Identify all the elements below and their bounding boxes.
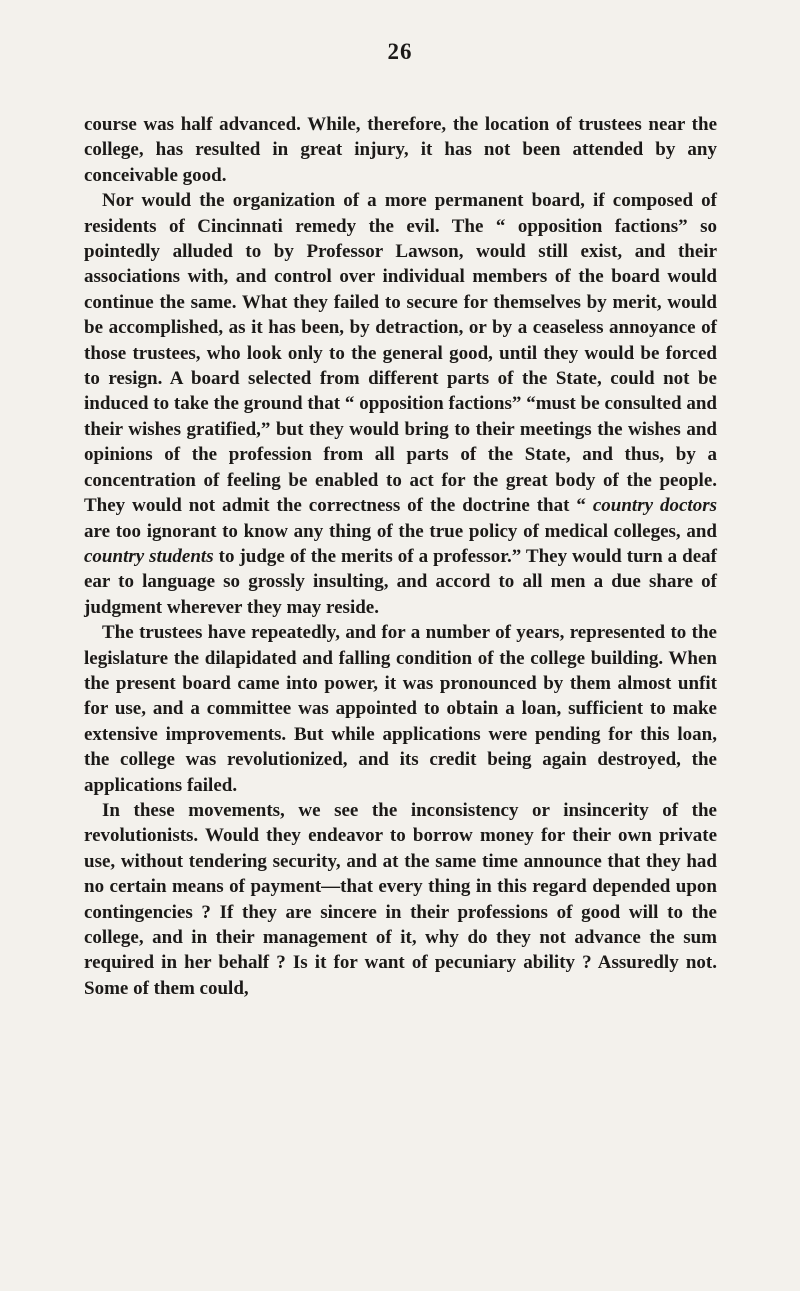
paragraph-text: are too ignorant to know any thing of the true policy of medical colleges, and [84, 520, 717, 542]
paragraph-4 [84, 798, 717, 1001]
paragraph-text: The trustees have repeatedly, and for a number of years, represented to the legislature the dilapidated and falling condition of the college building. When the present board came into power, it was pronounced by them almost unfit for use, and a committee was appointed to obtain a loan, sufficient to make extensive improvements. But while applications were pending for this loan, the college was revolutionized, and its credit being again destroyed, the applications failed. [84, 622, 717, 796]
paragraph-text: Nor would the organization of a more permanent board, if composed of residents of Cincinnati remedy the evil. The “ opposition factions” so pointedly alluded to by Professor Lawson, would still exist, and their associations with, and control over individual members of the board would continue the same. What they failed to secure for themselves by merit, would be accomplished, as it has been, by detraction, or by a ceaseless annoyance of those trustees, who look only to the general good, until they would be forced to resign. A board selected from different parts of the State, could not be induced to take the ground that “ opposition factions” “must be consulted and their wishes gratified,” but they would bring to their meetings the wishes and opinions of the profession from all parts of the State, and thus, by a concentration of feeling be enabled to act for the great body of the people. They would not admit the correctness of the doctrine that “ [84, 190, 717, 517]
paragraph-text: course was half advanced. While, therefore, the location of trustees near the college, has resulted in great injury, it has not been attended by any conceivable good. [84, 114, 717, 186]
paragraph-text: to judge of the merits of a professor.” They would turn a deaf ear to language so grossly insulting, and accord to all men a due share of judgment wherever they may reside. [84, 545, 717, 618]
paragraph-text: In these movements, we see the inconsistency or insincerity of the revolutionists. Would they endeavor to borrow money for their own private use, without tendering security, and at the same time announce that they had no certain means of payment—that every thing in this regard depended upon contingencies ? If they are sincere in their professions of good will to the college, and in their management of it, why do they not advance the sum required in her behalf ? Is it for want of pecuniary ability ? Assuredly not. Some of them could, [84, 799, 717, 999]
italic-phrase-country-students: country students [84, 545, 214, 567]
page-number: 26 [387, 39, 413, 64]
italic-phrase-country-doctors: country doctors [592, 495, 717, 517]
paragraph-2 [84, 188, 717, 620]
paragraph-3 [84, 620, 717, 798]
body-text [84, 112, 717, 1001]
paragraph-1 [84, 112, 717, 188]
